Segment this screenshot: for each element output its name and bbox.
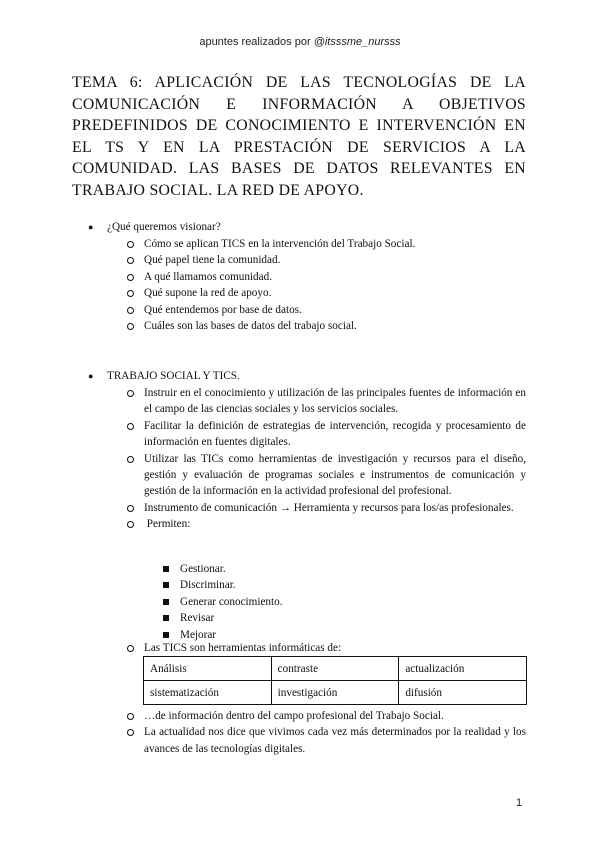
- table-cell: actualización: [399, 657, 527, 681]
- page-header: [0, 36, 600, 48]
- circle-bullet-icon: [127, 505, 134, 512]
- section2-list: [126, 385, 526, 533]
- square-bullet-icon: [163, 582, 169, 588]
- list-item: La actualidad nos dice que vivimos cada vez más determinados por la realidad y los avances de las tecnologías digitales.: [126, 724, 526, 757]
- list-item: …de información dentro del campo profesional del Trabajo Social.: [126, 708, 526, 724]
- list-item: Utilizar las TICs como herramientas de investigación y recursos para el diseño, gestión y evaluación de programas sociales e instrumentos de comunicación y gestión de la información en la actividad profesional del profesional.: [126, 451, 526, 500]
- section2-heading: TRABAJO SOCIAL Y TICS.: [107, 370, 240, 382]
- header-handle: @itsssme_nursss: [313, 36, 401, 48]
- circle-bullet-icon: [127, 521, 134, 528]
- circle-bullet-icon: [127, 645, 134, 652]
- list-item: Gestionar.: [162, 561, 283, 577]
- circle-bullet-icon: [127, 323, 134, 330]
- list-item: Las TICS son herramientas informáticas de:: [126, 640, 526, 656]
- header-prefix: apuntes realizados por: [199, 36, 314, 48]
- list-item: Instruir en el conocimiento y utilización de las principales fuentes de información en el campo de las ciencias sociales y los servicios sociales.: [126, 385, 526, 418]
- list-item: Mejorar: [162, 627, 283, 643]
- circle-bullet-icon: [127, 274, 134, 281]
- tics-table: [143, 656, 527, 705]
- list-item: Cuáles son las bases de datos del trabajo social.: [126, 318, 526, 334]
- table-cell: difusión: [399, 681, 527, 705]
- table-cell: contraste: [271, 657, 399, 681]
- table-cell: investigación: [271, 681, 399, 705]
- list-item: Instrumento de comunicación → Herramienta y recursos para los/as profesionales.: [126, 500, 526, 516]
- list-item: Facilitar la definición de estrategias de intervención, recogida y procesamiento de información en fuentes digitales.: [126, 418, 526, 451]
- page-title: TEMA 6: APLICACIÓN DE LAS TECNOLOGÍAS DE LA COMUNICACIÓN E INFORMACIÓN A OBJETIVOS PREDEFINIDOS DE CONOCIMIENTO E INTERVENCIÓN EN EL TS Y EN LA PRESTACIÓN DE SERVICIOS A LA COMUNIDAD. LAS BASES DE DATOS RELEVANTES EN TRABAJO SOCIAL. LA RED DE APOYO.: [72, 74, 526, 199]
- permiten-list: [162, 561, 283, 643]
- section2-after-list: [126, 708, 526, 757]
- circle-bullet-icon: [127, 257, 134, 264]
- list-item: Discriminar.: [162, 577, 283, 593]
- list-item: Permiten:: [126, 516, 526, 532]
- section1-heading: ¿Qué queremos visionar?: [107, 221, 221, 233]
- list-item: Cómo se aplican TICS en la intervención del Trabajo Social.: [126, 236, 526, 252]
- list-item: A qué llamamos comunidad.: [126, 269, 526, 285]
- table-cell: Análisis: [144, 657, 272, 681]
- square-bullet-icon: [163, 566, 169, 572]
- square-bullet-icon: [163, 599, 169, 605]
- bullet-icon: ●: [88, 222, 94, 232]
- tics-intro-list: [126, 640, 526, 656]
- circle-bullet-icon: [127, 241, 134, 248]
- table-row: [144, 657, 527, 681]
- list-item: Qué papel tiene la comunidad.: [126, 252, 526, 268]
- table-cell: sistematización: [144, 681, 272, 705]
- list-item: Qué entendemos por base de datos.: [126, 302, 526, 318]
- square-bullet-icon: [163, 615, 169, 621]
- circle-bullet-icon: [127, 729, 134, 736]
- list-item: Qué supone la red de apoyo.: [126, 285, 526, 301]
- square-bullet-icon: [163, 632, 169, 638]
- circle-bullet-icon: [127, 290, 134, 297]
- circle-bullet-icon: [127, 307, 134, 314]
- circle-bullet-icon: [127, 423, 134, 430]
- circle-bullet-icon: [127, 713, 134, 720]
- circle-bullet-icon: [127, 456, 134, 463]
- table-row: [144, 681, 527, 705]
- list-item: Revisar: [162, 610, 283, 626]
- section1-list: [126, 236, 526, 334]
- page-number: 1: [516, 797, 523, 809]
- list-item: Generar conocimiento.: [162, 594, 283, 610]
- bullet-icon: ●: [88, 371, 94, 381]
- circle-bullet-icon: [127, 390, 134, 397]
